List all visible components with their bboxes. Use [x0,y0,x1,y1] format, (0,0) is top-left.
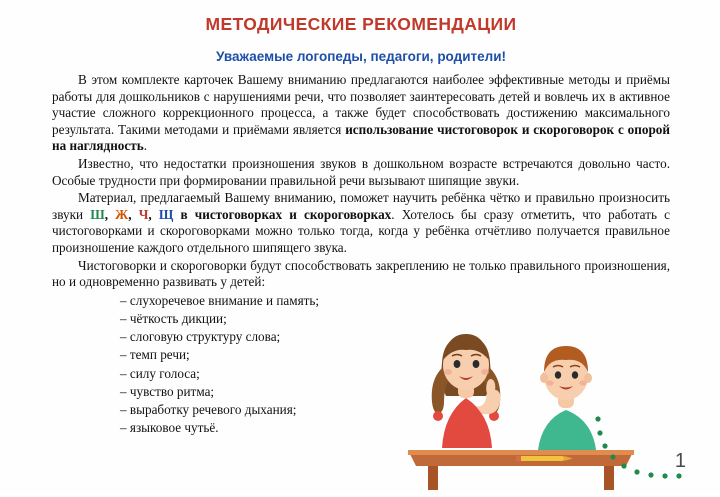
text-run: , [104,206,116,222]
text-run: Ж [115,206,129,222]
paragraph-2 [52,156,670,189]
list-item: – чувство ритма; [120,383,215,399]
skills-list [52,292,382,438]
salutation-line: Уважаемые логопеды, педагоги, родители! [216,49,506,64]
two-children-at-table-illustration [398,310,648,490]
text-run: , [128,206,139,222]
list-item: – силу голоса; [120,365,200,381]
text-run: В этом комплекте карточек Вашему вниманию предлагаются наиболее эффективные методы и приёмы работы для дошкольников с нарушениями речи, что позволяет заинтересовать детей и вовлечь их в активное участие сложного коррекционного процесса, а также будет способствовать достижению максимального результата. Такими методами и приёмами является [52,72,670,137]
text-run: Материал, предлагаемый Вашему вниманию, поможет научить ребёнка чётко и правильно произносить звуки [52,190,670,222]
text-run: Ш [90,206,105,222]
page-bottom-edge [0,493,720,497]
list-item: – чёткость дикции; [120,310,227,326]
text-run: Ч [138,206,149,222]
list-item: – слоговую структуру слова; [120,329,281,345]
page-title: МЕТОДИЧЕСКИЕ РЕКОМЕНДАЦИИ [205,14,517,34]
list-item: – темп речи; [120,347,190,363]
page-number: 1 [674,450,686,472]
list-item: – выработку речевого дыхания; [120,401,297,417]
text-run: . [143,138,147,154]
list-item: – языковое чутьё. [120,420,219,436]
text-run: в чистоговорках и скороговорках [173,206,392,222]
text-run: , [148,206,159,222]
paragraph-4 [52,258,670,291]
text-run: Щ [158,206,174,222]
text-run: использование чистоговорок и скороговорок с опорой на наглядность [52,121,670,154]
paragraph-3 [52,190,670,256]
text-run: Чистоговорки и скороговорки будут способствовать закреплению не только правильного произношения, но и одновременно развивать у детей: [52,257,670,290]
text-run: Известно, что недостатки произношения звуков в дошкольном возрасте встречаются довольно часто. Особые трудности при формировании правильной речи вызывают шипящие звуки. [52,155,670,188]
paragraph-1 [52,72,670,155]
text-run: . Хотелось бы сразу отметить, что работать с чистоговорками и скороговорками можно только тогда, когда у ребёнка отчётливо получается правильное произношение каждого отдельного шипящего звука. [52,206,670,255]
list-item: – слухоречевое внимание и память; [120,292,320,308]
